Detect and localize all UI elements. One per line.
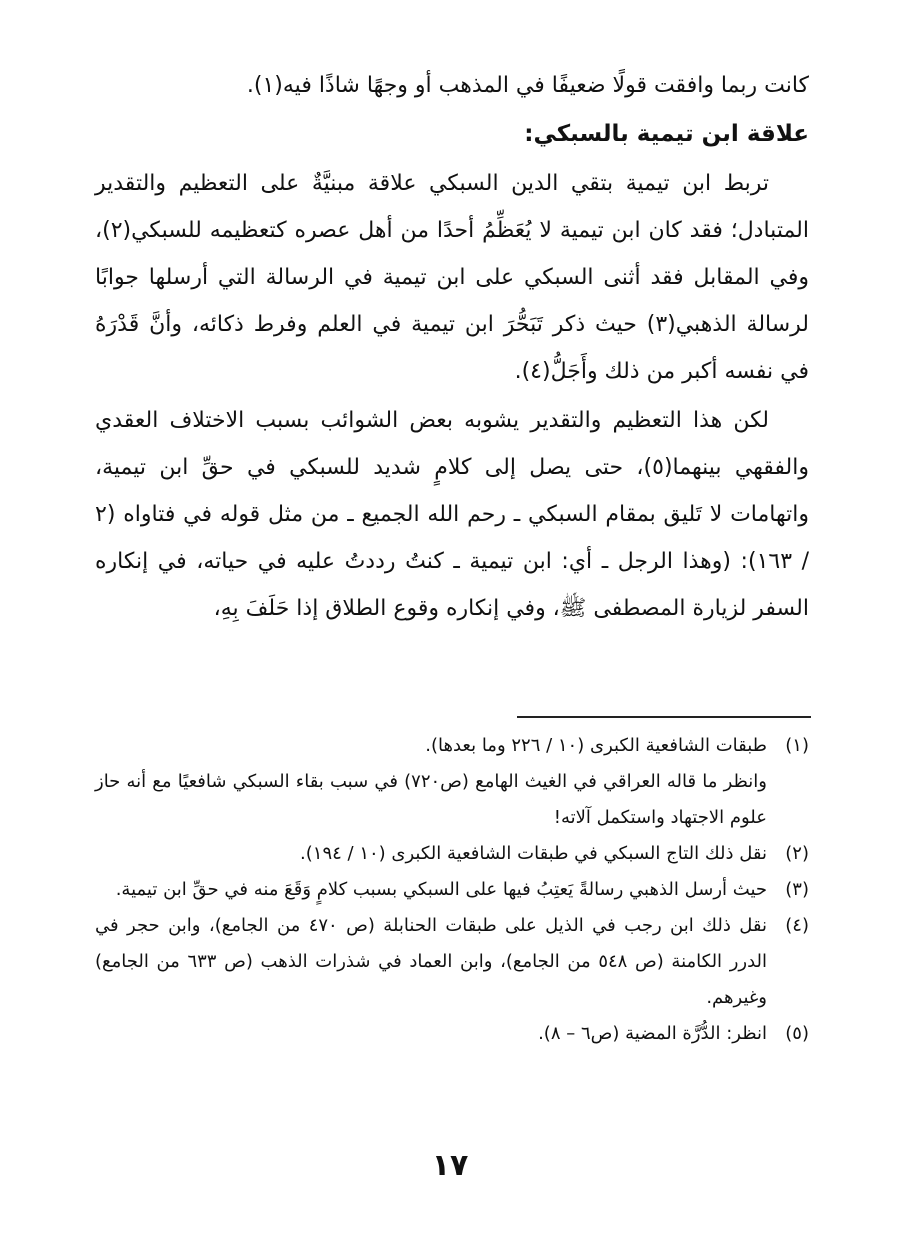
footnote-number: (٣) <box>785 879 809 900</box>
footnote-1 <box>95 728 809 764</box>
footnote-text: حيث أرسل الذهبي رسالةً يَعتِبُ فيها على السبكي بسبب كلامٍ وَقَعَ منه في حقِّ ابن تيمية. <box>115 879 767 900</box>
footnote-text: نقل ذلك ابن رجب في الذيل على طبقات الحنابلة (ص ٤٧٠ من الجامع)، وابن حجر في الدرر الكامنة (ص ٥٤٨ من الجامع)، وابن العماد في شذرات الذهب (ص ٦٣٣ من الجامع) وغيرهم. <box>95 915 768 1008</box>
footnote-text: انظر: الدُّرَّة المضية (ص٦ – ٨). <box>538 1023 767 1044</box>
footnote-text: نقل ذلك التاج السبكي في طبقات الشافعية الكبرى (١٠ / ١٩٤). <box>300 843 767 864</box>
footnotes <box>95 728 809 1052</box>
footnote-2 <box>95 836 809 872</box>
footnote-number: (١) <box>785 735 809 756</box>
footnote-3 <box>95 872 809 908</box>
footnote-text: طبقات الشافعية الكبرى (١٠ / ٢٢٦ وما بعدها). <box>425 735 767 756</box>
page-number: ١٧ <box>431 1148 469 1183</box>
footnote-1-continuation: وانظر ما قاله العراقي في الغيث الهامع (ص٧٢٠) في سبب بقاء السبكي شافعيًا مع أنه حاز علوم الاجتهاد واستكمل آلاته! <box>95 771 768 828</box>
footnote-number: (٤) <box>785 915 809 936</box>
section-heading: علاقة ابن تيمية بالسبكي: <box>524 121 809 147</box>
opening-line: كانت ربما وافقت قولًا ضعيفًا في المذهب أو وجهًا شاذًا فيه(١). <box>246 73 809 98</box>
footnote-number: (٥) <box>785 1023 809 1044</box>
footnote-4 <box>95 908 809 1016</box>
paragraph-2: لكن هذا التعظيم والتقدير يشوبه بعض الشوائب بسبب الاختلاف العقدي والفقهي بينهما(٥)، حتى يصل إلى كلامٍ شديد للسبكي في حقِّ ابن تيمية، واتهامات لا تَليق بمقام السبكي ـ رحم الله الجميع ـ من مثل قوله في فتاواه (٢ / ١٦٣): (وهذا الرجل ـ أي: ابن تيمية ـ كنتُ رددتُ عليه في حياته، في إنكاره السفر لزيارة المصطفى ﷺ، وفي إنكاره وقوع الطلاق إذا حَلَفَ بِهِ، <box>95 408 809 621</box>
footnote-5 <box>95 1016 809 1052</box>
paragraph-1: تربط ابن تيمية بتقي الدين السبكي علاقة مبنيَّةٌ على التعظيم والتقدير المتبادل؛ فقد كان ابن تيمية لا يُعَظِّمُ أحدًا من أهل عصره كتعظيمه للسبكي(٢)، وفي المقابل فقد أثنى السبكي على ابن تيمية في الرسالة التي أرسلها جوابًا لرسالة الذهبي(٣) حيث ذكر تَبَحُّرَ ابن تيمية في العلم وفرط ذكائه، وأنَّ قَدْرَهُ في نفسه أكبر من ذلك وأَجَلُّ(٤). <box>95 171 810 384</box>
main-text <box>95 62 809 632</box>
footnote-number: (٢) <box>785 843 809 864</box>
footnote-separator <box>517 716 811 718</box>
